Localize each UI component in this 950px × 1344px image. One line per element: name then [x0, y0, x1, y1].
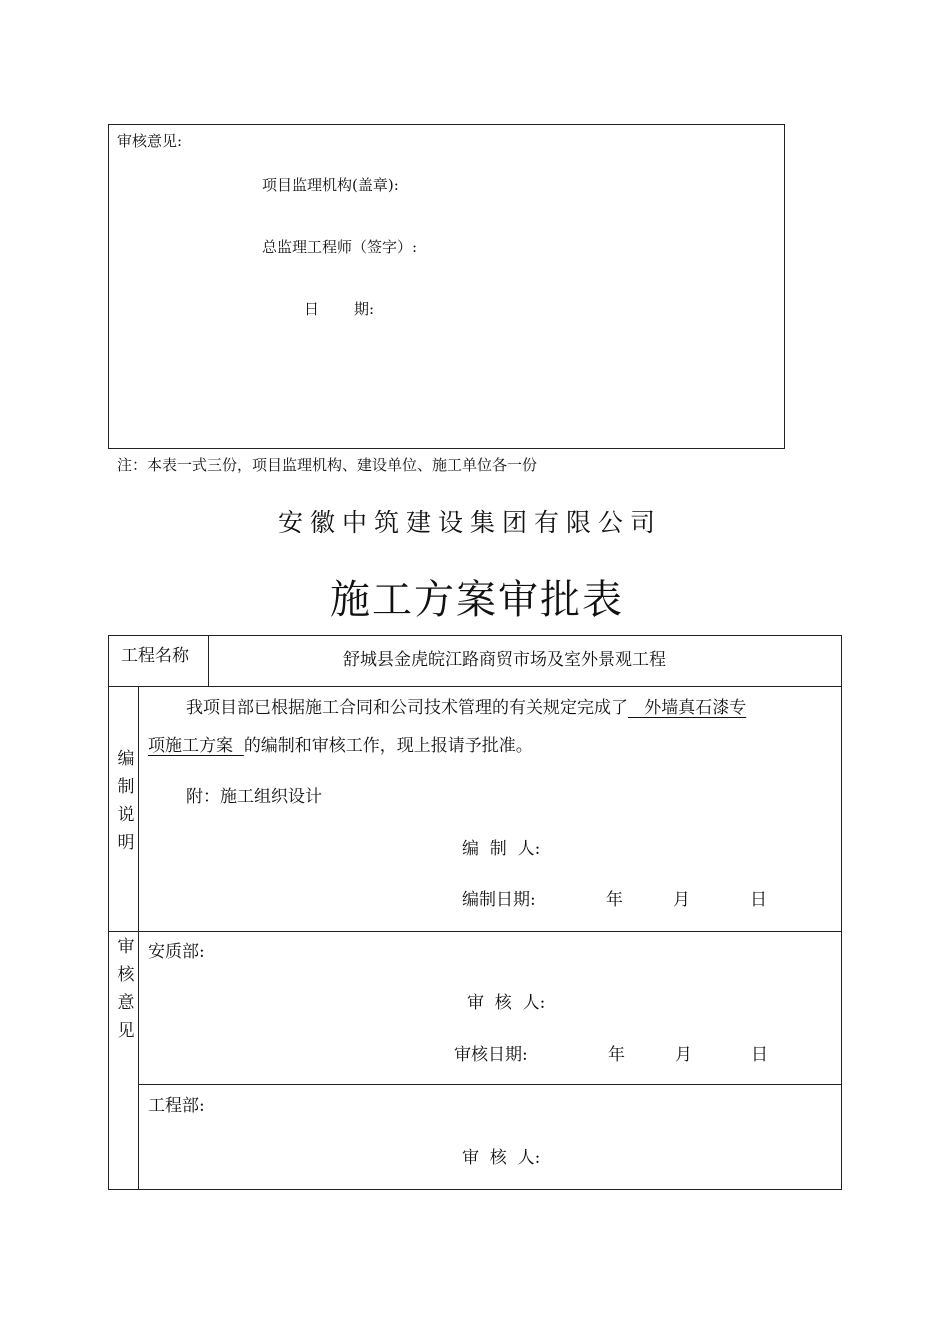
- approval-form-table: [108, 635, 842, 1190]
- supervision-date-label-1: 日: [304, 300, 320, 318]
- attachment-note: 附：施工组织设计: [186, 787, 322, 807]
- row-divider-review-inner: [138, 1084, 842, 1085]
- compile-statement-text-1: 我项目部已根据施工合同和公司技术管理的有关规定完成了: [186, 698, 628, 718]
- plan-name-part1: 外墙真石漆专: [628, 698, 747, 718]
- plan-name-part2: 项施工方案: [148, 736, 244, 756]
- compile-date-label: 编制日期:: [462, 890, 536, 910]
- compile-date-year: 年: [606, 890, 623, 910]
- review-date-year: 年: [608, 1045, 625, 1065]
- col-divider-project: [208, 635, 209, 687]
- supervision-review-box: [108, 124, 785, 449]
- engineering-dept-label: 工程部:: [148, 1096, 205, 1116]
- review-date-month: 月: [675, 1045, 692, 1065]
- row-divider-project: [108, 686, 842, 687]
- compile-date-month: 月: [673, 890, 690, 910]
- compile-statement-text-2: 的编制和审核工作，现上报请予批准。: [243, 736, 533, 756]
- supervision-date-label-2: 期:: [354, 300, 375, 318]
- chief-engineer-signature-label: 总监理工程师（签字）:: [262, 238, 418, 256]
- compile-date-day: 日: [750, 890, 767, 910]
- project-name-label: 工程名称: [121, 646, 189, 666]
- safety-dept-label: 安质部:: [148, 942, 205, 962]
- review-date-day: 日: [751, 1045, 768, 1065]
- distribution-note: 注：本表一式三份，项目监理机构、建设单位、施工单位各一份: [117, 456, 538, 474]
- review-date-label: 审核日期:: [454, 1045, 528, 1065]
- form-title: 施工方案审批表: [330, 577, 624, 623]
- agency-seal-label: 项目监理机构(盖章):: [262, 176, 399, 194]
- compile-section-label: 编制说明: [117, 749, 135, 853]
- engineering-reviewer-label: 审 核 人:: [462, 1148, 541, 1168]
- project-name-value: 舒城县金虎皖江路商贸市场及室外景观工程: [343, 650, 666, 670]
- review-opinion-label: 审核意见:: [117, 132, 183, 150]
- company-name: 安徽中筑建设集团有限公司: [278, 508, 663, 537]
- compiler-label: 编 制 人:: [462, 839, 541, 859]
- row-divider-compile: [108, 931, 842, 932]
- safety-reviewer-label: 审 核 人:: [467, 993, 546, 1013]
- review-section-label: 审核意见: [117, 937, 135, 1041]
- col-divider-labels: [138, 686, 139, 1190]
- compile-statement-line1: [186, 693, 746, 718]
- compile-statement-line2: [148, 731, 533, 756]
